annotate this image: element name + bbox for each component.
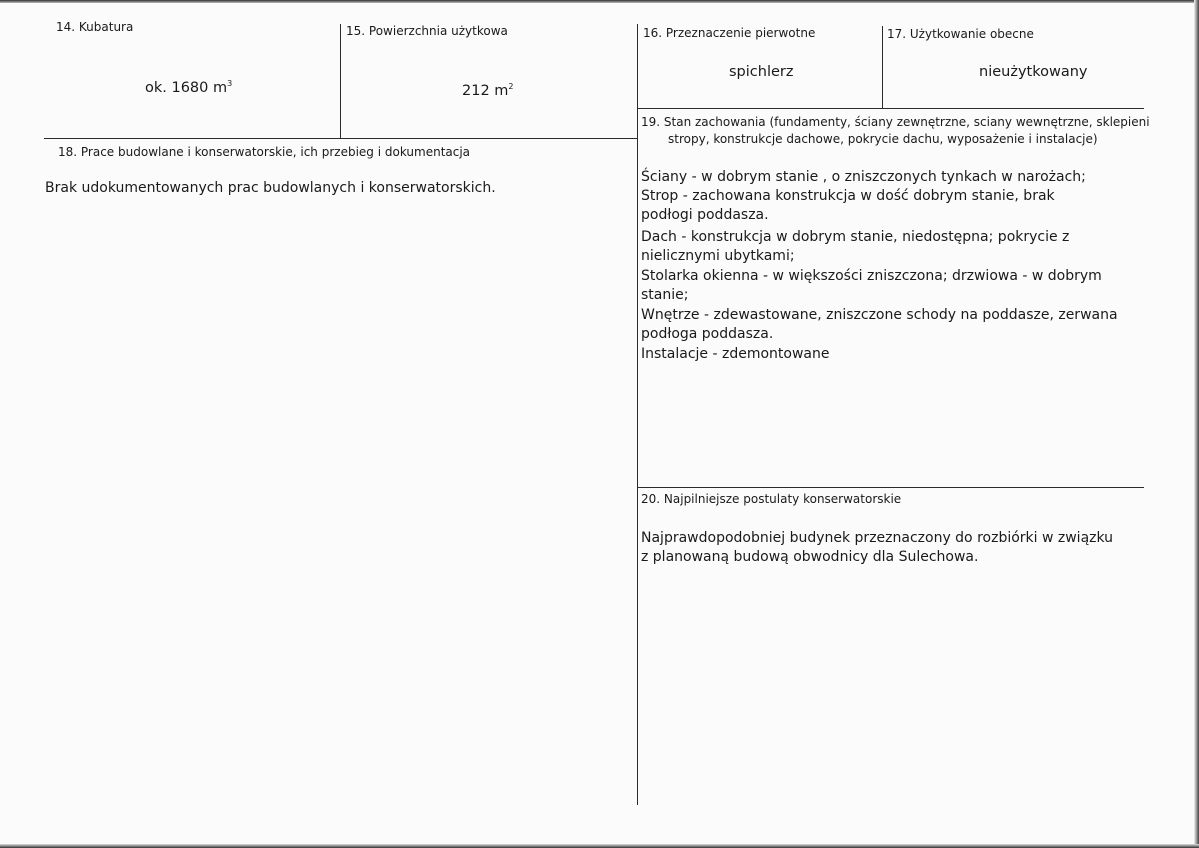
field-19-text-line: podłogi poddasza. xyxy=(641,207,769,223)
field-14-unit-power: 3 xyxy=(227,79,233,88)
field-19-text-line: nielicznymi ubytkami; xyxy=(641,248,795,264)
field-20-text-line: z planowaną budową obwodnicy dla Sulechowa. xyxy=(641,549,979,565)
field-19-text-line: Wnętrze - zdewastowane, zniszczone schody na poddasze, zerwana xyxy=(641,307,1118,323)
field-19-label-line-2: stropy, konstrukcje dachowe, pokrycie dachu, wyposażenie i instalacje) xyxy=(668,132,1098,146)
field-16-value: spichlerz xyxy=(729,64,794,80)
field-19-text-line: Strop - zachowana konstrukcja w dość dobrym stanie, brak xyxy=(641,188,1055,204)
scan-edge-right xyxy=(1194,0,1199,848)
divider-14-15 xyxy=(340,24,341,138)
field-19-label-line-1: 19. Stan zachowania (fundamenty, ściany zewnętrzne, sciany wewnętrzne, sklepieni xyxy=(641,115,1150,129)
field-17-value: nieużytkowany xyxy=(979,64,1088,80)
field-14-label: 14. Kubatura xyxy=(56,20,134,34)
divider-14-15-bottom xyxy=(44,138,637,139)
scan-edge-bottom xyxy=(0,844,1199,848)
field-20-text-line: Najprawdopodobniej budynek przeznaczony do rozbiórki w związku xyxy=(641,530,1114,546)
divider-16-17-bottom xyxy=(637,108,1144,109)
divider-19-20 xyxy=(637,487,1144,488)
field-14-value: ok. 1680 $m^3$ xyxy=(145,79,233,96)
field-15-unit-power: 2 xyxy=(508,82,514,91)
divider-16-17 xyxy=(882,26,883,108)
field-19-text-line: Ściany - w dobrym stanie , o zniszczonych tynkach w narożach; xyxy=(641,169,1086,185)
field-19-text-line: Dach - konstrukcja w dobrym stanie, niedostępna; pokrycie z xyxy=(641,229,1070,245)
field-19-text-line: podłoga poddasza. xyxy=(641,326,774,342)
field-17-label: 17. Użytkowanie obecne xyxy=(887,27,1034,41)
field-19-text-line: Stolarka okienna - w większości zniszczona; drzwiowa - w dobrym xyxy=(641,268,1102,284)
field-15-label: 15. Powierzchnia użytkowa xyxy=(346,24,508,38)
divider-left-right xyxy=(637,24,638,805)
field-19-text-line: stanie; xyxy=(641,287,689,303)
field-16-label: 16. Przeznaczenie pierwotne xyxy=(643,26,816,40)
field-15-value: 212 $m^2$ xyxy=(462,82,514,99)
field-18-label: 18. Prace budowlane i konserwatorskie, ich przebieg i dokumentacja xyxy=(58,145,471,159)
field-19-text-line: Instalacje - zdemontowane xyxy=(641,346,830,362)
scan-edge-top xyxy=(0,0,1199,3)
field-18-text: Brak udokumentowanych prac budowlanych i konserwatorskich. xyxy=(45,180,496,196)
field-20-label: 20. Najpilniejsze postulaty konserwatorskie xyxy=(641,492,902,506)
